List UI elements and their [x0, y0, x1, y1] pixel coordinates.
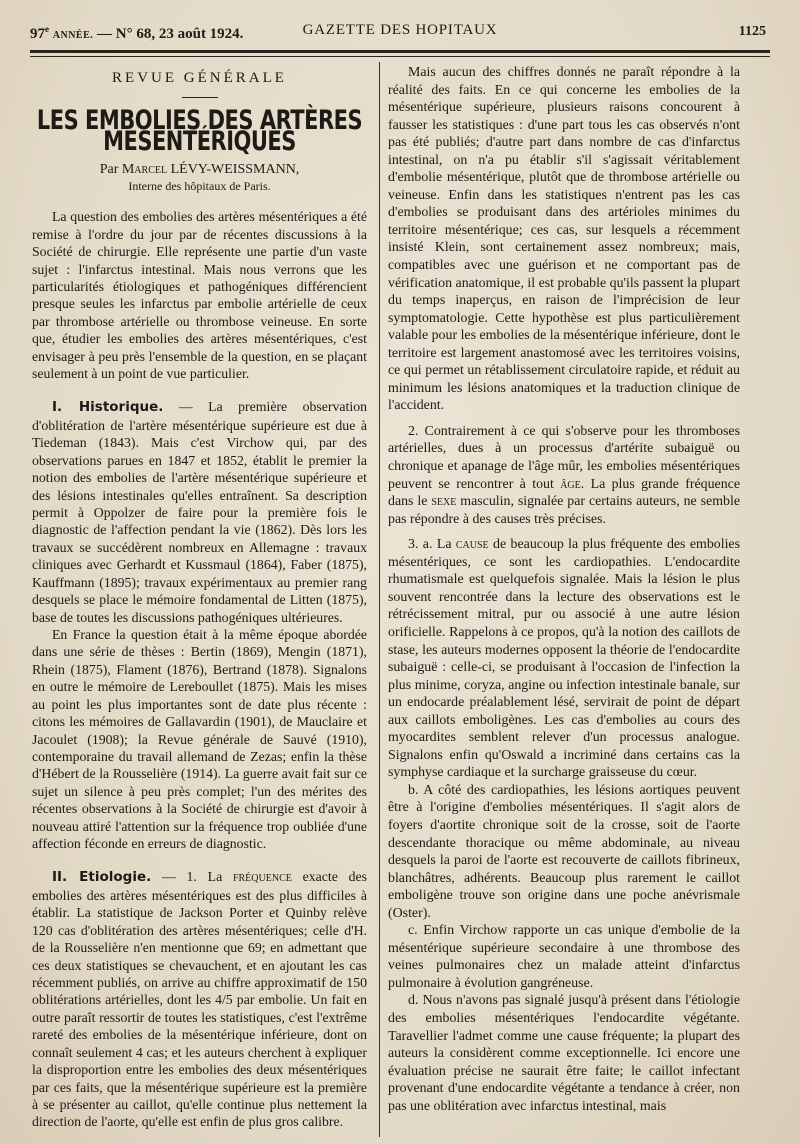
historique-heading: I. Historique.: [52, 399, 164, 416]
byline: Par Marcel LÉVY-WEISSMANN,: [99, 162, 300, 178]
header-rule-thin: [30, 56, 770, 57]
annee-word: ANNÉE.: [52, 30, 94, 41]
journal-title: GAZETTE DES HOPITAUX: [302, 22, 498, 38]
etiologie-heading: II. Etiologie.: [52, 869, 152, 886]
article-title: LES EMBOLIES DES ARTÈRES MÉSENTÉRIQUES: [36, 105, 363, 158]
right-paragraph-4: b. A côté des cardiopathies, les lésions aortiques peuvent être à l'origine d'embolies mésentériques. Il s'agit alors de foyers d'aortite chronique soit de la crosse, soit de l'aorte descendante thoracique ou même abdominale, au niveau desquels la paroi de l'aorte est recouverte de caillots fibrineux, blanchâtres, adhérents. Beaucoup plus rarement le caillot emboligène trouve son origine dans une poche anévrismale (Oster).: [388, 782, 740, 921]
historique-paragraph-1: I. Historique. — La première observation d'oblitération de l'artère mésentérique supérieure est due à Tiedeman (1843). Mais c'est Virchow qui, par des observations parues en 1847 et 1852, établit le premier la notion des embolies de l'artère mésentérique supérieure et des lésions intestinales qu'elles entraînent. Sa description permit à Oppolzer de faire pour la première fois le diagnostic de l'affection pendant la vie (1862). Dès lors les travaux se succédèrent nombreux en Allemagne : travaux cliniques avec Gerhardt et Kussmaul (1864), Faber (1875), Kauffmann (1895); travaux expérimentaux au premier rang desquels se place le mémoire fondamental de Litten (1875), base de toutes les discussions pathogéniques ultérieures.: [32, 399, 367, 625]
historique-paragraph-2: En France la question était à la même époque abordée dans une série de thèses : Bertin (1869), Mengin (1871), Rhein (1875), Flament (1876), Bertrand (1878). Signalons en outre le mémoire de Lereboullet (1875). Mais les mises au point les plus importantes sont de date plus récente : citons les mémoires de Gallavardin (1901), de Mauclaire et Jacoulet (1908); la Revue générale de Sauvé (1910), contemporaine du travail allemand de Zezas; enfin la thèse d'Hébert de la Rousselière (1914). La guerre avait fait sur ce sujet un silence à peu près complet; l'un des mérites des récentes observations à la Société de chirurgie est d'avoir à nouveau attiré l'attention sur la fréquence trop oubliée d'une affection féconde en erreurs de diagnostic.: [32, 626, 367, 852]
author-name: Marcel LÉVY-WEISSMANN,: [121, 162, 300, 178]
volume-issue: 97e ANNÉE. — N° 68, 23 août 1924.: [30, 24, 244, 42]
intro-paragraph: La question des embolies des artères mésentériques a été remise à l'ordre du jour par de récentes discussions à la Société de chirurgie. Elle représente une partie d'un vaste sujet : l'infarctus intestinal. Mais nous verrons que les particularités étiologiques et pathogéniques différencient presque seules les infarctus par embolie artérielle de ceux par thrombose artérielle ou thrombose veineuse. En sorte que, étudier les embolies des artères mésentériques, c'est envisager à peu près l'ensemble de la question, en se plaçant seulement à un point de vue particulier.: [32, 209, 367, 382]
column-divider: [379, 62, 380, 1137]
section-label: REVUE GÉNÉRALE: [112, 70, 287, 86]
right-paragraph-2: 2. Contrairement à ce qui s'observe pour les thromboses artérielles, dues à un processus d'artérite subaiguë ou chronique et apanage de l'âge mûr, les embolies mésentériques peuvent se rencontrer à tout âge. La plus grande fréquence dans le sexe masculin, signalée par certains auteurs, ne semble pas répondre à des causes très précises.: [388, 423, 741, 527]
right-paragraph-5: c. Enfin Virchow rapporte un cas unique d'embolie de la mésentérique supérieure secondaire à une thrombose des veines pulmonaires chez un malade atteint d'infarctus pulmonaire à évolution gangréneuse.: [388, 923, 740, 991]
right-paragraph-6: d. Nous n'avons pas signalé jusqu'à présent dans l'étiologie des embolies mésentériques l'endocardite végétante. Taravellier l'admet comme une cause fréquente; la plupart des auteurs la considèrent comme exceptionnelle. Ici encore une évaluation précise ne saurait être faite; le caillot infectant provenant d'une endocardite végétante a tendance à créer, non pas une oblitération avec infarctus intestinal, mais: [388, 993, 740, 1114]
page-number: 1125: [738, 24, 766, 39]
issue-date: — N° 68, 23 août 1924.: [97, 26, 244, 42]
header-rule-thick: [30, 50, 770, 53]
right-column: [388, 64, 740, 1115]
right-paragraph-3: 3. a. La cause de beaucoup la plus fréquente des embolies mésentériques, ce sont les cardiopathies. L'endocardite rhumatismale est quelquefois signalée. Mais la lésion le plus souvent rencontrée dans la lecture des observations est le rétrécissement mitral, pur ou associé à une autre lésion orificielle. Rappelons à ce propos, qu'à la notion des caillots de stase, les auteurs modernes opposent la théorie de l'endocardite subaiguë : celle-ci, se produisant à l'occasion de l'infection la plus minime, coryza, angine ou infection intestinale banale, sur un endocarde préalablement lésé, servirait de point de départ aux caillots emboligènes. Les cas d'embolies au cours des myocardites semblent relever d'un processus analogue. Signalons enfin qu'Oswald a incriminé dans certains cas la symphyse cardiaque et la surcharge graisseuse du cœur.: [388, 537, 741, 781]
etiologie-paragraph-1: II. Etiologie. — 1. La fréquence exacte des embolies des artères mésentériques est des plus difficiles à établir. La statistique de Jackson Porter et Quinby relève 120 cas d'oblitération des artères mésentériques; celle d'H. de la Rousselière n'en mentionne que 69; en admettant que ces deux statistiques se chevauchent, et en ajoutant les cas récemment publiés, on arrive au chiffre approximatif de 150 oblitérations artérielles, dont les 4/5 par embolie. Un fait en outre paraît ressortir de toutes les statistiques, c'est l'extrême rareté des embolies de la mésentérique inférieure, dont on connaît seulement 4 cas; et les auteurs cherchent à expliquer la disproportion entre les embolies des deux mésentériques par ces faits, que la mésentérique supérieure est la première à se présenter au caillot, qu'elle continue plus nettement la direction de l'aorte, qu'elle est enfin de plus gros calibre.: [32, 869, 367, 1130]
right-paragraph-1: Mais aucun des chiffres donnés ne paraît répondre à la réalité des faits. En ce qui concerne les embolies de la mésentérique supérieure, plusieurs raisons concourent à fausser les statistiques : d'une part tous les cas observés n'ont pas été publiés; d'autre part dans nombre de cas d'infarctus intestinal, on n'a pu établir s'il s'agissait véritablement d'embolie mésentérique, plutôt que de thrombose artérielle ou veineuse. Enfin dans les statistiques n'entrent pas les cas d'embolies se produisant dans des artérioles minimes du territoire mésentérique; ces cas, sur lesquels a récemment insisté Klein, sont certainement assez nombreux; mais, compatibles avec une guérison et ne comportant pas de vérification anatomique, il est probable qu'ils passent la plupart du temps inaperçus, en raison de l'imprécision de leur symptomatologie. Cette hypothèse est plus particulièrement valable pour les embolies de la mésentérique inférieure, dont le territoire est largement anastomosé avec les territoires voisins, ce qui permet un rétablissement circulatoire rapide, et réduit au minimum les lésions anatomiques et la traduction clinique de l'accident.: [388, 65, 740, 414]
section-rule: [182, 97, 218, 98]
left-column: [32, 66, 367, 1131]
running-header: [30, 20, 770, 42]
author-affiliation: Interne des hôpitaux de Paris.: [128, 179, 271, 194]
